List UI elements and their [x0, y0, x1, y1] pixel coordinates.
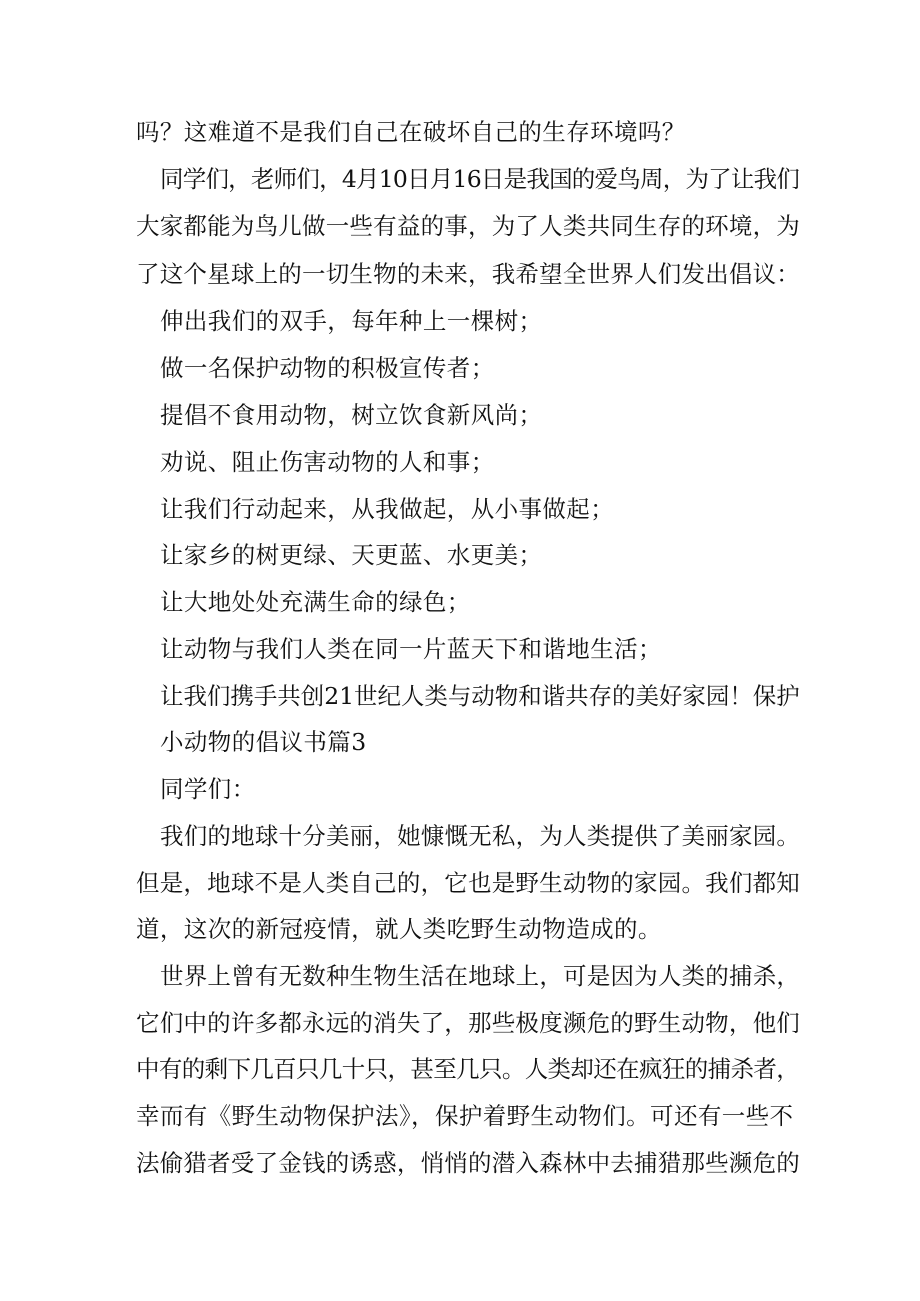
- text-line: 大家都能为鸟儿做一些有益的事，为了人类共同生存的环境，为: [136, 212, 801, 240]
- text-line: 幸而有《野生动物保护法》，保护着野生动物们。可还有一些不: [136, 1102, 794, 1130]
- text-line: 我们的地球十分美丽，她慷慨无私，为人类提供了美丽家园。: [160, 822, 801, 850]
- text-line: 让大地处处充满生命的绿色；: [160, 588, 471, 616]
- text-line: 让家乡的树更绿、天更蓝、水更美；: [160, 541, 543, 569]
- text-line: 法偷猎者受了金钱的诱惑，悄悄的潜入森林中去捕猎那些濒危的: [136, 1149, 801, 1177]
- section-heading: 小动物的倡议书篇3: [160, 728, 367, 756]
- text-line: 了这个星球上的一切生物的未来，我希望全世界人们发出倡议：: [136, 260, 801, 288]
- text-line: 劝说、阻止伤害动物的人和事；: [160, 448, 495, 476]
- text-line: 伸出我们的双手，每年种上一棵树；: [160, 307, 543, 335]
- text-line: 吗？这难道不是我们自己在破坏自己的生存环境吗？: [136, 118, 686, 146]
- text-line: 做一名保护动物的积极宣传者；: [160, 354, 495, 382]
- text-line: 让我们行动起来，从我做起，从小事做起；: [160, 495, 615, 523]
- text-line: 提倡不食用动物，树立饮食新风尚；: [160, 401, 543, 429]
- salutation: 同学们：: [160, 775, 256, 803]
- text-line: 道，这次的新冠疫情，就人类吃野生动物造成的。: [136, 915, 662, 943]
- text-line: 中有的剩下几百只几十只，甚至几只。人类却还在疯狂的捕杀者，: [136, 1055, 800, 1083]
- text-line: 但是，地球不是人类自己的，它也是野生动物的家园。我们都知: [136, 869, 801, 897]
- text-line: 让我们携手共创21世纪人类与动物和谐共存的美好家园！保护: [160, 682, 800, 710]
- text-line: 它们中的许多都永远的消失了，那些极度濒危的野生动物，他们: [136, 1009, 801, 1037]
- text-line: 世界上曾有无数种生物生活在地球上，可是因为人类的捕杀，: [160, 962, 801, 990]
- text-line: 让动物与我们人类在同一片蓝天下和谐地生活；: [160, 635, 662, 663]
- text-line: 同学们，老师们，4月10日月16日是我国的爱鸟周，为了让我们: [160, 165, 800, 193]
